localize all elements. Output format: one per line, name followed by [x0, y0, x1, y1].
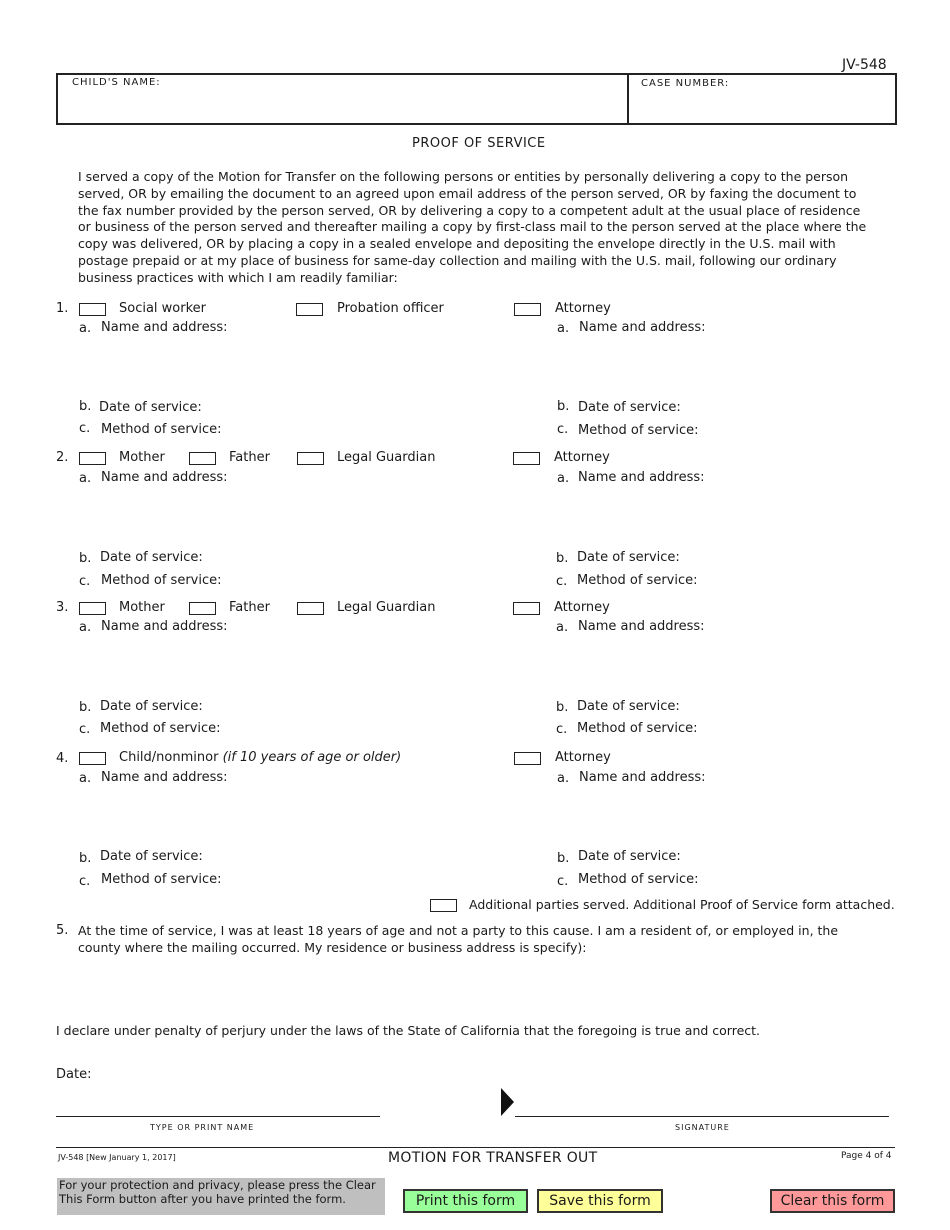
section-number: 3.	[56, 600, 69, 615]
letter-b: b.	[79, 700, 92, 715]
childs-name-label: CHILD'S NAME:	[72, 77, 161, 88]
father-label: Father	[229, 600, 270, 615]
method-of-service-label: Method of service:	[101, 872, 222, 887]
method-of-service-label: Method of service:	[578, 423, 699, 438]
attorney-label: Attorney	[554, 600, 610, 615]
additional-parties-label: Additional parties served. Additional Proof of Service form attached.	[469, 897, 895, 912]
legal-guardian-label: Legal Guardian	[337, 600, 436, 615]
letter-b: b.	[79, 551, 92, 566]
attorney-checkbox[interactable]	[513, 602, 540, 615]
footer-title: MOTION FOR TRANSFER OUT	[388, 1150, 598, 1166]
letter-c: c.	[79, 421, 91, 436]
case-number-label: CASE NUMBER:	[641, 78, 730, 89]
attorney-label: Attorney	[554, 450, 610, 465]
probation-officer-label: Probation officer	[337, 301, 444, 316]
case-number-field[interactable]	[638, 91, 893, 121]
child-nonminor-checkbox[interactable]	[79, 752, 106, 765]
item-5-text: At the time of service, I was at least 18 years of age and not a party to this cause. I am a resident of, or employed in, the county where the mailing occurred. My residence or business address is specify):	[78, 923, 839, 955]
date-label: Date:	[56, 1067, 92, 1082]
letter-a: a.	[557, 771, 570, 786]
save-button[interactable]: Save this form	[537, 1189, 663, 1213]
signature-line	[515, 1116, 889, 1117]
method-of-service-label: Method of service:	[578, 872, 699, 887]
signature-label: SIGNATURE	[675, 1123, 730, 1132]
date-of-service-label: Date of service:	[100, 699, 203, 714]
privacy-notice: For your protection and privacy, please press the Clear This Form button after you have printed the form.	[57, 1178, 385, 1215]
method-of-service-label: Method of service:	[100, 721, 221, 736]
age-note: (if 10 years of age or older)	[222, 750, 402, 765]
mother-checkbox[interactable]	[79, 602, 106, 615]
method-of-service-label: Method of service:	[101, 573, 222, 588]
date-of-service-label: Date of service:	[578, 849, 681, 864]
legal-guardian-checkbox[interactable]	[297, 602, 324, 615]
childs-name-field[interactable]	[70, 91, 620, 121]
letter-a: a.	[79, 471, 92, 486]
letter-c: c.	[79, 874, 91, 889]
probation-officer-checkbox[interactable]	[296, 303, 323, 316]
name-address-label: Name and address:	[101, 770, 228, 785]
date-of-service-label: Date of service:	[578, 400, 681, 415]
mother-checkbox[interactable]	[79, 452, 106, 465]
attorney-label: Attorney	[555, 750, 611, 765]
attorney-label: Attorney	[555, 301, 611, 316]
item-5-number: 5.	[56, 923, 69, 938]
form-id: JV-548	[842, 57, 887, 73]
name-address-label: Name and address:	[101, 619, 228, 634]
letter-c: c.	[556, 574, 568, 589]
letter-b: b.	[557, 399, 570, 414]
method-of-service-label: Method of service:	[577, 721, 698, 736]
name-address-label: Name and address:	[579, 770, 706, 785]
method-of-service-label: Method of service:	[101, 422, 222, 437]
page-title: PROOF OF SERVICE	[412, 136, 546, 151]
name-address-label: Name and address:	[579, 320, 706, 335]
mother-label: Mother	[119, 600, 165, 615]
date-field[interactable]	[95, 1060, 345, 1082]
name-address-label: Name and address:	[101, 470, 228, 485]
signature-arrow-icon	[501, 1088, 514, 1116]
additional-parties-checkbox[interactable]	[430, 899, 457, 912]
letter-b: b.	[556, 551, 569, 566]
social-worker-label: Social worker	[119, 301, 207, 316]
section-number: 1.	[56, 301, 69, 316]
page-number: Page 4 of 4	[841, 1151, 892, 1161]
header-box	[56, 73, 897, 125]
letter-b: b.	[79, 399, 92, 414]
intro-paragraph: I served a copy of the Motion for Transfer on the following persons or entities by personally delivering a copy to the person served, OR by emailing the document to an agreed upon email address of the person served, OR by faxing the document to the fax number provided by the person served, OR by delivering a copy to a competent adult at the usual place of residence or business of the person served and thereafter mailing a copy by first-class mail to the person served at the place where the copy was delivered, OR by placing a copy in a sealed envelope and depositing the envelope directly in the U.S. mail with postage prepaid or at my place of business for same-day collection and mailing with the U.S. mail, following our ordinary business practices with which I am readily familiar:	[78, 169, 867, 285]
letter-a: a.	[79, 620, 92, 635]
date-of-service-label: Date of service:	[577, 699, 680, 714]
date-of-service-label: Date of service:	[100, 849, 203, 864]
name-address-label: Name and address:	[578, 470, 705, 485]
father-checkbox[interactable]	[189, 452, 216, 465]
clear-button[interactable]: Clear this form	[770, 1189, 895, 1213]
attorney-checkbox[interactable]	[514, 303, 541, 316]
declaration-text: I declare under penalty of perjury under the laws of the State of California that the foregoing is true and correct.	[56, 1023, 761, 1038]
name-address-label: Name and address:	[101, 320, 228, 335]
print-button[interactable]: Print this form	[403, 1189, 528, 1213]
letter-b: b.	[557, 851, 570, 866]
father-label: Father	[229, 450, 270, 465]
date-of-service-label: Date of service:	[99, 400, 202, 415]
footer-divider	[56, 1147, 895, 1148]
print-name-field[interactable]	[56, 1092, 380, 1114]
method-of-service-label: Method of service:	[577, 573, 698, 588]
section-number: 2.	[56, 450, 69, 465]
attorney-checkbox[interactable]	[513, 452, 540, 465]
date-of-service-label: Date of service:	[577, 550, 680, 565]
legal-guardian-checkbox[interactable]	[297, 452, 324, 465]
attorney-checkbox[interactable]	[514, 752, 541, 765]
child-nonminor-label	[119, 749, 401, 766]
header-divider	[627, 75, 629, 123]
form-revision: JV-548 [New January 1, 2017]	[58, 1153, 176, 1162]
mother-label: Mother	[119, 450, 165, 465]
name-line	[56, 1116, 380, 1117]
type-or-print-name-label: TYPE OR PRINT NAME	[150, 1123, 255, 1132]
letter-a: a.	[556, 620, 569, 635]
letter-c: c.	[79, 722, 91, 737]
letter-c: c.	[557, 422, 569, 437]
father-checkbox[interactable]	[189, 602, 216, 615]
letter-a: a.	[79, 321, 92, 336]
section-number: 4.	[56, 751, 69, 766]
letter-a: a.	[557, 471, 570, 486]
legal-guardian-label: Legal Guardian	[337, 450, 436, 465]
letter-c: c.	[556, 722, 568, 737]
letter-c: c.	[557, 874, 569, 889]
letter-c: c.	[79, 574, 91, 589]
social-worker-checkbox[interactable]	[79, 303, 106, 316]
letter-b: b.	[79, 851, 92, 866]
letter-a: a.	[79, 771, 92, 786]
child-nonminor-text: Child/nonminor	[119, 750, 219, 765]
letter-b: b.	[556, 700, 569, 715]
name-address-label: Name and address:	[578, 619, 705, 634]
date-of-service-label: Date of service:	[100, 550, 203, 565]
letter-a: a.	[557, 321, 570, 336]
